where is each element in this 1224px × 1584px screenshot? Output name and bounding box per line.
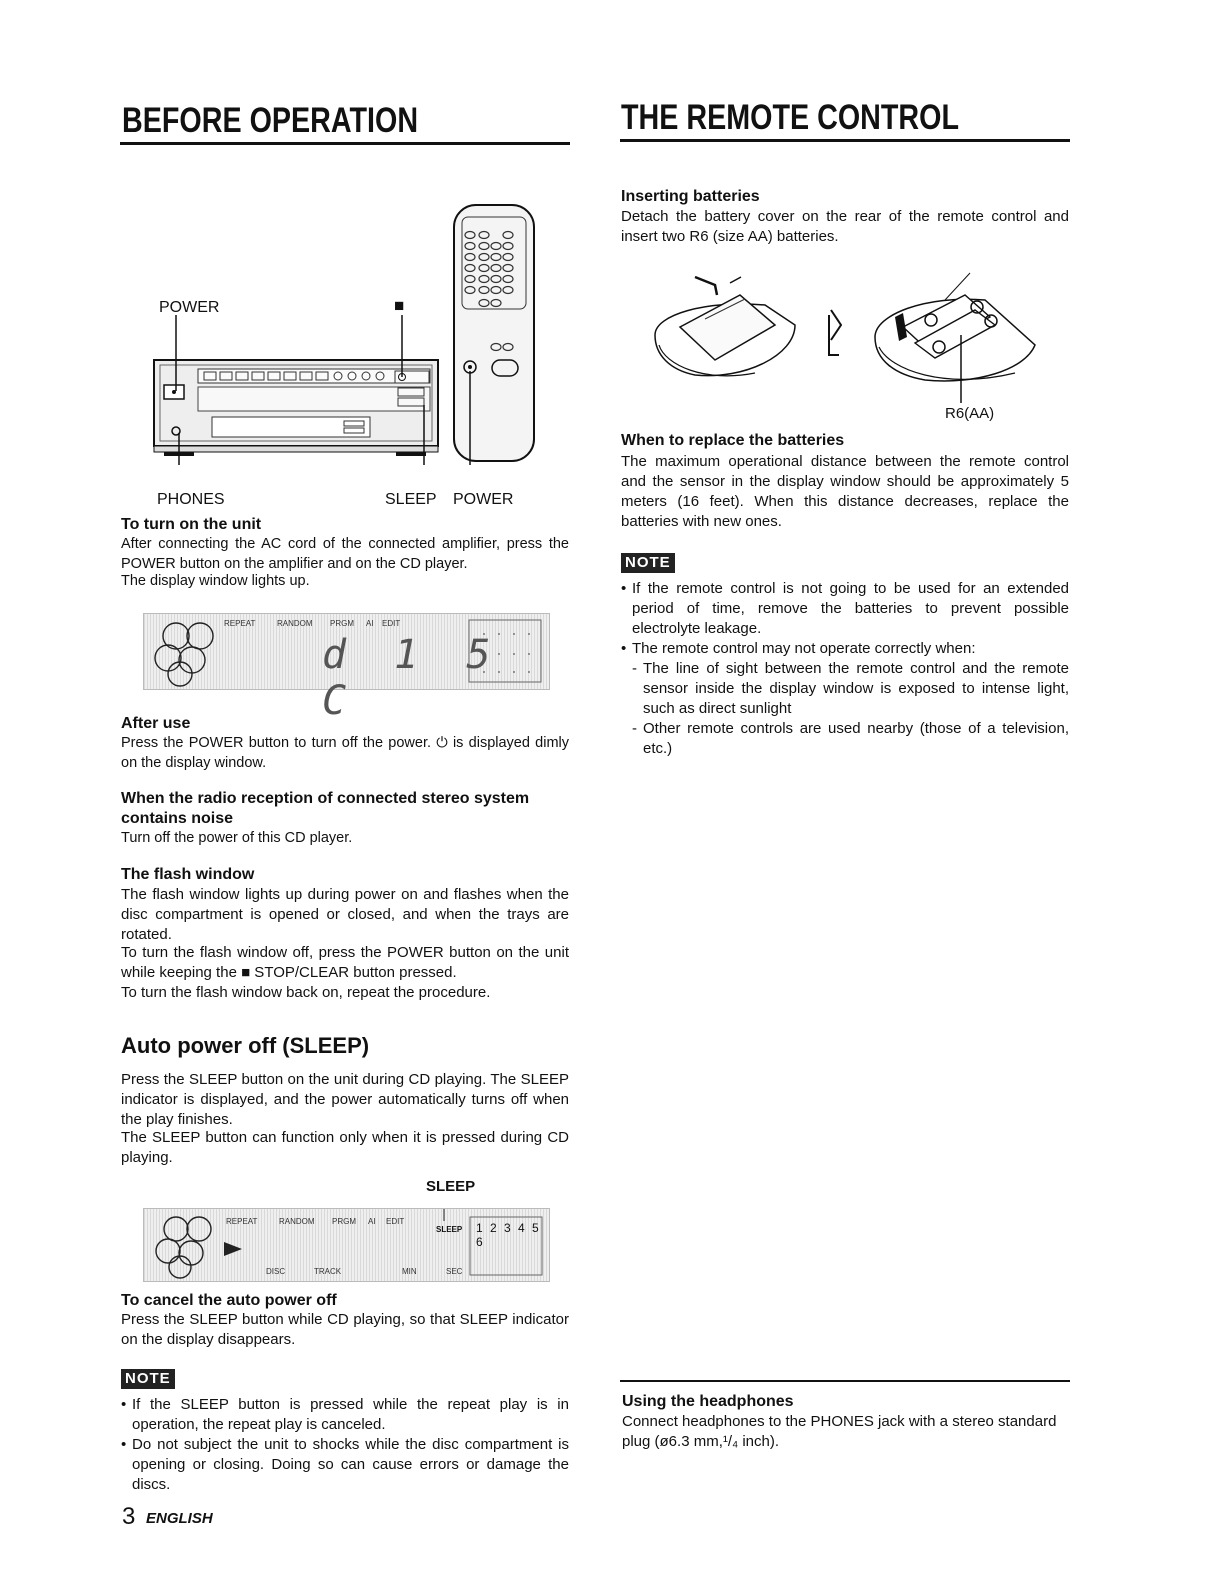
right-note-badge: NOTE [621, 553, 675, 573]
sleep-top-label: SLEEP [426, 1178, 476, 1195]
indicator-prgm: PRGM [330, 619, 354, 628]
right-note-sub-1: - The line of sight between the remote control and the remote sensor inside the display window is exposed to intense light, such as direct sunlight [621, 659, 1069, 719]
stop-label: ■ [394, 296, 405, 315]
replace-body: The maximum operational distance between the remote control and the sensor in the display window should be approximately 5 meters (16 feet). When this distance decreases, replace the batteries with new ones. [621, 453, 1069, 530]
right-notes-list [621, 579, 1069, 759]
display-window-1 [143, 613, 550, 724]
display-window-2 [143, 1208, 550, 1282]
auto-power-heading: Auto power off (SLEEP) [121, 1033, 370, 1058]
disc-num-6: 6 [476, 1235, 483, 1249]
flash-window-p1: The flash window lights up during power on and flashes when the disc compartment is opened or closed, and when the trays are rotated. [121, 886, 569, 943]
left-notes-list [121, 1395, 569, 1495]
inserting-heading: Inserting batteries [621, 188, 760, 205]
indicator2-min: MIN [402, 1267, 417, 1276]
disc-num-2: 2 [490, 1221, 497, 1235]
right-note-1: • If the remote control is not going to be used for an extended period of time, remove the batteries to prevent possible electrolyte leakage. [621, 579, 1069, 639]
auto-power-p2: The SLEEP button can function only when it is pressed during CD playing. [121, 1129, 569, 1166]
sleep-label: SLEEP [385, 491, 437, 508]
page-language: ENGLISH [146, 1510, 213, 1527]
indicator2-random: RANDOM [279, 1217, 315, 1226]
right-note-sublist [621, 659, 1069, 759]
turn-on-heading: To turn on the unit [121, 516, 262, 533]
right-title-rule [620, 139, 1070, 142]
headphones-rule [620, 1380, 1070, 1382]
radio-noise-body: Turn off the power of this CD player. [121, 830, 353, 846]
display-readout: d 1 5 C [322, 632, 503, 724]
right-note-sub-2: - Other remote controls are used nearby (those of a television, etc.) [621, 719, 1069, 759]
radio-noise-heading: When the radio reception of connected stereo system contains noise [121, 790, 530, 827]
phones-label: PHONES [157, 491, 225, 508]
power-label: POWER [159, 299, 220, 316]
cancel-heading: To cancel the auto power off [121, 1292, 337, 1309]
flash-window-p3: To turn the flash window back on, repeat the procedure. [121, 984, 491, 1001]
inserting-body: Detach the battery cover on the rear of the remote control and insert two R6 (size AA) batteries. [621, 208, 1069, 245]
indicator2-prgm: PRGM [332, 1217, 356, 1226]
headphones-heading: Using the headphones [622, 1393, 794, 1410]
indicator2-track: TRACK [314, 1267, 342, 1276]
left-title-rule [120, 142, 570, 145]
disc-num-5: 5 [532, 1221, 539, 1235]
page-number: 3 [122, 1503, 136, 1530]
indicator2-sleep: SLEEP [436, 1225, 463, 1234]
cancel-body: Press the SLEEP button while CD playing, so that SLEEP indicator on the display disappears. [121, 1311, 569, 1348]
disc-num-3: 3 [504, 1221, 511, 1235]
headphones-body: Connect headphones to the PHONES jack with a stereo standard plug (ø6.3 mm,¹/₄ inch). [622, 1413, 1057, 1450]
indicator2-ai: AI [368, 1217, 376, 1226]
left-note-2: • Do not subject the unit to shocks while the disc compartment is opening or closing. Doing so can cause errors or damage the discs. [121, 1435, 569, 1495]
left-section-title: BEFORE OPERATION [122, 101, 419, 140]
indicator-ai: AI [366, 619, 374, 628]
replace-heading: When to replace the batteries [621, 432, 845, 449]
indicator2-edit: EDIT [386, 1217, 405, 1226]
turn-on-body2: The display window lights up. [121, 573, 310, 589]
after-use-body: Press the POWER button to turn off the power. ⏻ is displayed dimly on the display window. [121, 735, 569, 771]
left-note-1: • If the SLEEP button is pressed while the repeat play is in operation, the repeat play is canceled. [121, 1395, 569, 1435]
cd-player-illustration [140, 195, 540, 465]
battery-illustration [645, 265, 1045, 415]
indicator2-repeat: REPEAT [226, 1217, 258, 1226]
flash-window-p2: To turn the flash window off, press the POWER button on the unit while keeping the ■ STOP/CLEAR button pressed. [121, 944, 569, 981]
disc-num-1: 1 [476, 1221, 483, 1235]
disc-num-4: 4 [518, 1221, 525, 1235]
battery-label: R6(AA) [945, 405, 995, 422]
right-note-2-text: The remote control may not operate correctly when: [632, 640, 976, 657]
after-use-heading: After use [121, 715, 191, 732]
flash-window-heading: The flash window [121, 866, 255, 883]
indicator2-sec: SEC [446, 1267, 463, 1276]
remote-power-label: POWER [453, 491, 514, 508]
indicator-random: RANDOM [277, 619, 313, 628]
right-section-title: THE REMOTE CONTROL [621, 98, 960, 137]
indicator-repeat: REPEAT [224, 619, 256, 628]
turn-on-body: After connecting the AC cord of the connected amplifier, press the POWER button on the amplifier and on the CD player. [121, 536, 569, 572]
auto-power-p1: Press the SLEEP button on the unit during CD playing. The SLEEP indicator is displayed, and the power automatically turns off when the play finishes. [121, 1071, 569, 1128]
right-note-2 [621, 639, 1069, 759]
indicator-edit: EDIT [382, 619, 401, 628]
left-note-badge: NOTE [121, 1369, 175, 1389]
indicator2-disc: DISC [266, 1267, 286, 1276]
